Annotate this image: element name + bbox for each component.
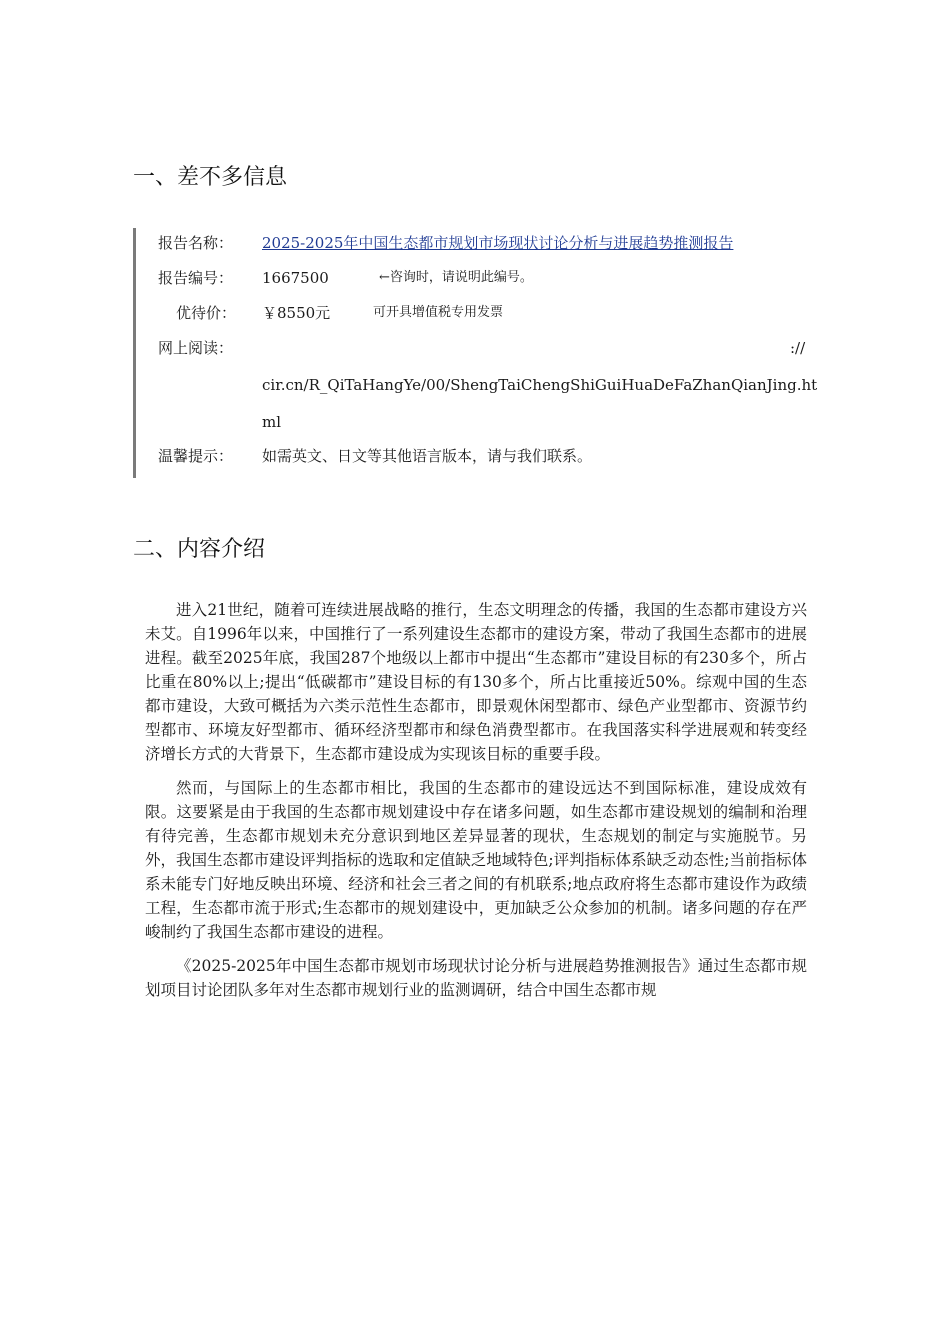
- content-paragraph: 进入21世纪，随着可连续进展战略的推行，生态文明理念的传播，我国的生态都市建设方兴未艾。自1996年以来，中国推行了一系列建设生态都市的建设方案，带动了我国生态都市的进展进程。截至2025年底，我国287个地级以上都市中提出“生态都市”建设目标的有230多个，所占比重在80%以上;提出“低碳都市”建设目标的有130多个，所占比重接近50%。综观中国的生态都市建设，大致可概括为六类示范性生态都市，即景观休闲型都市、绿色产业型都市、资源节约型都市、环境友好型都市、循环经济型都市和绿色消费型都市。在我国落实科学进展观和转变经济增长方式的大背景下，生态都市建设成为实现该目标的重要手段。: [145, 601, 807, 763]
- content-paragraph: 《2025-2025年中国生态都市规划市场现状讨论分析与进展趋势推测报告》通过生态都市规划项目讨论团队多年对生态都市规划行业的监测调研，结合中国生态都市规: [145, 957, 807, 999]
- section-heading-content-intro: 二、内容介绍: [133, 537, 266, 562]
- price-value: ￥8550元: [262, 304, 331, 322]
- online-url-part-2[interactable]: cir.cn/R_QiTaHangYe/00/ShengTaiChengShiGuiHuaDeFaZhanQianJing.ht: [262, 376, 818, 394]
- online-read-label: 网上阅读：: [158, 339, 234, 357]
- report-code-note: ←咨询时，请说明此编号。: [379, 270, 533, 285]
- report-info-block: [133, 228, 816, 478]
- online-url-part-1[interactable]: ://: [790, 339, 806, 357]
- content-paragraph: 然而，与国际上的生态都市相比，我国的生态都市的建设远达不到国际标准，建设成效有限。这要紧是由于我国的生态都市规划建设中存在诸多问题，如生态都市建设规划的编制和治理有待完善，生态都市规划未充分意识到地区差异显著的现状，生态规划的制定与实施脱节。另外，我国生态都市建设评判指标的选取和定值缺乏地域特色;评判指标体系缺乏动态性;当前指标体系未能专门好地反映出环境、经济和社会三者之间的有机联系;地点政府将生态都市建设作为政绩工程，生态都市流于形式;生态都市的规划建设中，更加缺乏公众参加的机制。诸多问题的存在严峻制约了我国生态都市建设的进程。: [145, 779, 807, 941]
- content-intro-body: [145, 598, 807, 1012]
- report-code-value: 1667500: [262, 269, 329, 287]
- section-heading-basic-info: 一、差不多信息: [133, 165, 288, 190]
- price-note: 可开具增值税专用发票: [373, 305, 504, 320]
- report-code-label: 报告编号：: [158, 269, 234, 287]
- online-url-part-3[interactable]: ml: [262, 413, 282, 431]
- report-name-label: 报告名称：: [158, 234, 234, 252]
- tip-label: 温馨提示：: [158, 447, 234, 465]
- report-name-link[interactable]: 2025-2025年中国生态都市规划市场现状讨论分析与进展趋势推测报告: [262, 234, 734, 252]
- tip-value: 如需英文、日文等其他语言版本，请与我们联系。: [262, 447, 593, 465]
- price-label: 优待价：: [176, 304, 237, 322]
